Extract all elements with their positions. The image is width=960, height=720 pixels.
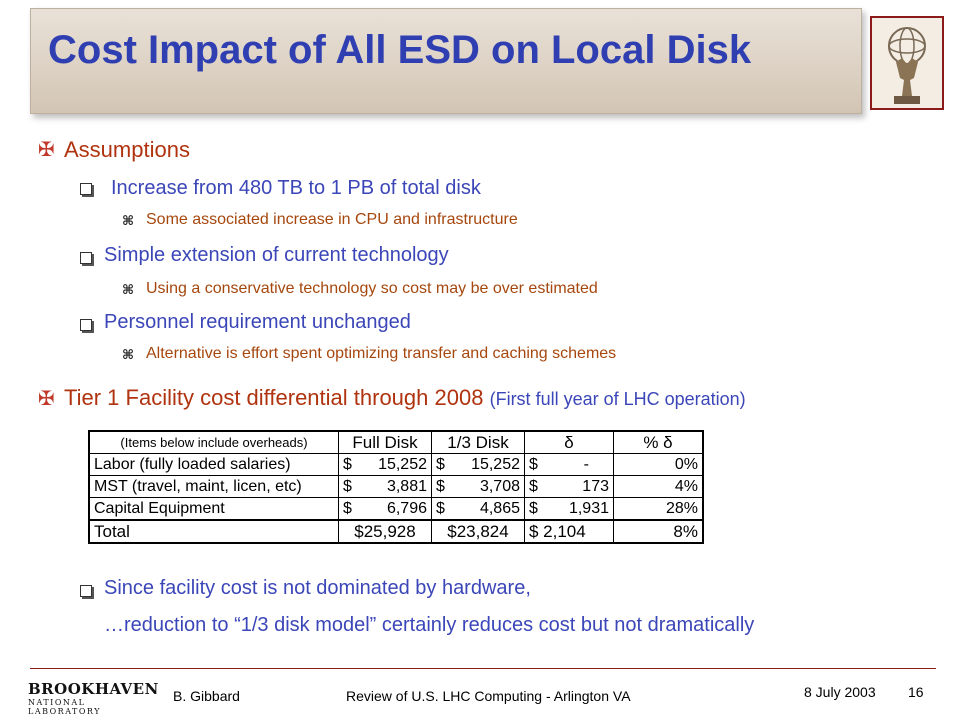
table-header: % δ [614,431,704,454]
currency: $ [529,477,538,495]
full-disk-total: $25,928 [339,520,432,543]
amount: 4,865 [479,499,520,517]
assumption-item-2: Simple extension of current technology [104,244,449,266]
full-disk-cell [339,476,432,498]
pct-cell: 28% [614,498,704,521]
table-header: 1/3 Disk [432,431,525,454]
row-label: Labor (fully loaded salaries) [89,454,339,476]
checkbox-bullet-icon [80,585,92,597]
table-total-row [89,520,703,543]
z-bullet-icon: ⌘ [122,347,135,362]
third-disk-cell [432,476,525,498]
currency: $ [529,455,538,473]
checkbox-bullet-icon [80,252,92,264]
table-header-row [89,431,703,454]
amount: 15,252 [378,455,427,473]
cost-heading-text: Tier 1 Facility cost differential through 2008 [64,385,484,410]
cost-table [88,430,704,544]
amount: 1,931 [568,499,609,517]
conclusion-line-2: …reduction to “1/3 disk model” certainly reduces cost but not dramatically [104,614,755,636]
slide-title: Cost Impact of All ESD on Local Disk [48,28,752,72]
section-heading-cost [64,385,746,411]
assumption-item-3: Personnel requirement unchanged [104,311,411,333]
table-header: Full Disk [339,431,432,454]
amount: 3,708 [479,477,520,495]
assumption-sub-3: Alternative is effort spent optimizing transfer and caching schemes [146,345,617,362]
third-disk-cell [432,454,525,476]
delta-total: $ 2,104 [525,520,614,543]
delta-cell [525,498,614,521]
currency: $ [343,499,352,517]
z-bullet-icon: ⌘ [122,213,135,228]
currency: $ [343,477,352,495]
logo-name: BROOKHAVEN [28,680,159,698]
third-disk-total: $23,824 [432,520,525,543]
table-row [89,454,703,476]
currency: $ [436,477,445,495]
table-header: δ [525,431,614,454]
table-row [89,498,703,521]
delta-cell [525,454,614,476]
assumption-item-1: Increase from 480 TB to 1 PB of total disk [111,177,481,199]
amount: 6,796 [386,499,427,517]
full-disk-cell [339,454,432,476]
currency: $ [343,455,352,473]
pct-total: 8% [614,520,704,543]
assumption-sub-1: Some associated increase in CPU and infrastructure [146,211,518,228]
amount: - [583,455,589,473]
z-bullet-icon: ⌘ [122,282,135,297]
delta-cell [525,476,614,498]
checkbox-bullet-icon [80,319,92,331]
cost-table-wrap [88,430,704,544]
section-heading-assumptions: Assumptions [64,137,190,162]
footer-author: B. Gibbard [173,688,240,704]
amount: 15,252 [471,455,520,473]
currency: $ [529,499,538,517]
atlas-statue-logo [870,16,944,110]
assumption-sub-2: Using a conservative technology so cost may be over estimated [146,280,598,297]
row-label: Capital Equipment [89,498,339,521]
brookhaven-logo [28,680,158,714]
pct-cell: 4% [614,476,704,498]
page-number: 16 [908,684,924,700]
checkbox-bullet-icon [80,183,92,195]
amount: 3,881 [386,477,427,495]
logo-sub: NATIONAL LABORATORY [28,698,101,716]
currency: $ [436,455,445,473]
currency: $ [436,499,445,517]
row-label: MST (travel, maint, licen, etc) [89,476,339,498]
bullet-star-icon: ✠ [38,139,55,161]
footer-rule [30,668,936,669]
amount: 173 [582,477,609,495]
footer-event: Review of U.S. LHC Computing - Arlington VA [346,688,631,704]
pct-cell: 0% [614,454,704,476]
table-header: (Items below include overheads) [89,431,339,454]
full-disk-cell [339,498,432,521]
row-label: Total [89,520,339,543]
bullet-star-icon: ✠ [38,388,55,410]
table-row [89,476,703,498]
cost-heading-note: (First full year of LHC operation) [489,389,746,409]
footer-date: 8 July 2003 [804,684,876,700]
conclusion-line-1: Since facility cost is not dominated by hardware, [104,577,531,599]
third-disk-cell [432,498,525,521]
